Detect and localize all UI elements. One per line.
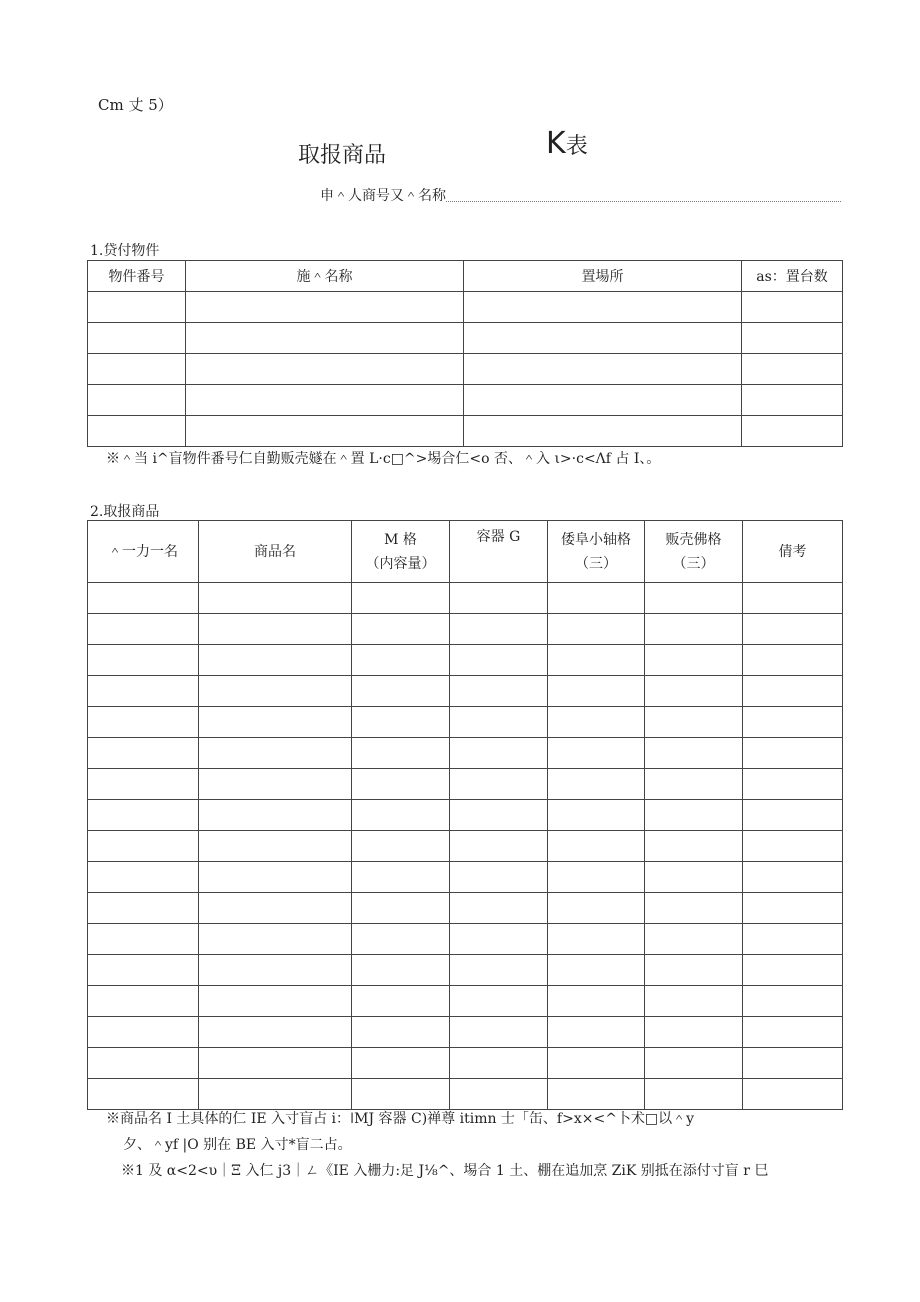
table-cell[interactable] — [743, 1017, 843, 1048]
page-title-suffix — [546, 126, 588, 161]
table-cell[interactable] — [88, 583, 199, 614]
table-cell[interactable] — [186, 292, 464, 323]
table-cell[interactable] — [88, 416, 186, 447]
section1-note: ※＾当 i^盲物件番号仁自勤贩壳嬘在＾置 L·c□^>埸合仁<o 否、＾入 ι>·c<Λf 占 I、。 — [106, 451, 661, 467]
table-cell[interactable] — [742, 385, 843, 416]
table-cell[interactable] — [450, 1017, 548, 1048]
header-subline: （内容量） — [365, 555, 436, 572]
table-cell[interactable] — [548, 924, 645, 955]
table-cell[interactable] — [186, 385, 464, 416]
table-cell[interactable] — [548, 645, 645, 676]
table-cell[interactable] — [743, 831, 843, 862]
table-row — [88, 676, 843, 707]
table-row — [88, 955, 843, 986]
table-cell[interactable] — [199, 707, 352, 738]
table-cell[interactable] — [548, 862, 645, 893]
table-cell[interactable] — [450, 924, 548, 955]
title-k-suffix: 表 — [565, 134, 588, 159]
table-cell[interactable] — [450, 986, 548, 1017]
table-cell[interactable] — [352, 831, 450, 862]
table-cell[interactable] — [352, 986, 450, 1017]
table-cell[interactable] — [352, 769, 450, 800]
header-subline: （三） — [672, 555, 715, 572]
table-cell[interactable] — [352, 583, 450, 614]
table-cell[interactable] — [450, 1048, 548, 1079]
table-cell[interactable] — [743, 738, 843, 769]
table-cell[interactable] — [743, 1079, 843, 1110]
table-cell[interactable] — [88, 1017, 199, 1048]
column-header: 置場所 — [464, 261, 742, 292]
table-cell[interactable] — [645, 1017, 743, 1048]
table-cell[interactable] — [645, 583, 743, 614]
section2-note-line1: ※商品名 I 土具体的仁 IE 入寸盲占 i：ǀMJ 容器 C)禅尊 itimn 士「缶、f>x×<^卜术□以＾y — [106, 1111, 695, 1127]
table-row — [88, 292, 843, 323]
column-header — [743, 521, 843, 583]
table-cell[interactable] — [464, 323, 742, 354]
table-cell[interactable] — [450, 738, 548, 769]
column-header: 施＾名称 — [186, 261, 464, 292]
header-line: M 格 — [384, 531, 417, 548]
table-cell[interactable] — [450, 800, 548, 831]
table-cell[interactable] — [548, 1079, 645, 1110]
table-cell[interactable] — [199, 955, 352, 986]
table-cell[interactable] — [548, 676, 645, 707]
section2-note-line2: 夕、＾yf |O 别在 BE 入寸*盲二占。 — [123, 1137, 352, 1153]
table-row — [88, 583, 843, 614]
table-cell[interactable] — [743, 614, 843, 645]
table-cell[interactable] — [645, 738, 743, 769]
table-cell[interactable] — [199, 769, 352, 800]
table-cell[interactable] — [352, 1017, 450, 1048]
table-row — [88, 645, 843, 676]
table-cell[interactable] — [548, 738, 645, 769]
table-cell[interactable] — [548, 769, 645, 800]
table-cell[interactable] — [199, 862, 352, 893]
table-cell[interactable] — [743, 583, 843, 614]
table-row — [88, 323, 843, 354]
table-cell[interactable] — [645, 800, 743, 831]
table-cell[interactable] — [450, 676, 548, 707]
table-cell[interactable] — [450, 831, 548, 862]
table-cell[interactable] — [199, 1048, 352, 1079]
table-row — [88, 354, 843, 385]
table-cell[interactable] — [199, 583, 352, 614]
table-cell[interactable] — [199, 986, 352, 1017]
table-row — [88, 986, 843, 1017]
table-cell[interactable] — [743, 676, 843, 707]
rental-items-table — [87, 260, 843, 447]
table-cell[interactable] — [450, 583, 548, 614]
table-cell[interactable] — [352, 614, 450, 645]
table-cell[interactable] — [548, 707, 645, 738]
column-header — [645, 521, 743, 583]
table-cell[interactable] — [645, 986, 743, 1017]
table-cell[interactable] — [199, 676, 352, 707]
table-cell[interactable] — [450, 707, 548, 738]
table-row — [88, 614, 843, 645]
table-cell[interactable] — [88, 831, 199, 862]
table-row — [88, 862, 843, 893]
products-table — [87, 520, 843, 1110]
table-cell[interactable] — [548, 893, 645, 924]
table-cell[interactable] — [199, 924, 352, 955]
table-cell[interactable] — [645, 831, 743, 862]
table-cell[interactable] — [88, 769, 199, 800]
table-cell[interactable] — [645, 1079, 743, 1110]
table-cell[interactable] — [743, 645, 843, 676]
table-cell[interactable] — [199, 645, 352, 676]
column-header: as：置台数 — [742, 261, 843, 292]
header-line: 贩壳佛格 — [665, 531, 722, 548]
table-cell[interactable] — [186, 354, 464, 385]
table-cell[interactable] — [199, 800, 352, 831]
table-cell[interactable] — [743, 862, 843, 893]
table-cell[interactable] — [464, 292, 742, 323]
table-cell[interactable] — [548, 614, 645, 645]
table-cell[interactable] — [88, 738, 199, 769]
table-cell[interactable] — [352, 707, 450, 738]
column-header: 物件番号 — [88, 261, 186, 292]
table-header-row — [88, 521, 843, 583]
table-cell[interactable] — [88, 676, 199, 707]
table-cell[interactable] — [645, 707, 743, 738]
table-cell[interactable] — [450, 769, 548, 800]
column-header — [548, 521, 645, 583]
table-cell[interactable] — [645, 1048, 743, 1079]
table-cell[interactable] — [645, 862, 743, 893]
table-row — [88, 893, 843, 924]
table-cell[interactable] — [743, 924, 843, 955]
table-cell[interactable] — [88, 385, 186, 416]
table-cell[interactable] — [548, 1017, 645, 1048]
header-line: 容器 G — [476, 529, 521, 545]
page-title: 取报商品 — [298, 143, 387, 168]
table-cell[interactable] — [88, 862, 199, 893]
table-header-row — [88, 261, 843, 292]
table-cell[interactable] — [645, 924, 743, 955]
column-header — [199, 521, 352, 583]
header-subline: （三） — [575, 555, 617, 572]
table-row — [88, 1048, 843, 1079]
header-line: 倩考 — [778, 543, 807, 560]
table-cell[interactable] — [88, 986, 199, 1017]
table-row — [88, 416, 843, 447]
table-cell[interactable] — [450, 614, 548, 645]
table-row — [88, 800, 843, 831]
table-cell[interactable] — [645, 676, 743, 707]
table-cell[interactable] — [88, 924, 199, 955]
header-line: 商品名 — [254, 543, 296, 560]
table-cell[interactable] — [88, 292, 186, 323]
table-cell[interactable] — [199, 831, 352, 862]
table-cell[interactable] — [548, 1048, 645, 1079]
table-cell[interactable] — [743, 1048, 843, 1079]
applicant-field[interactable] — [446, 201, 841, 202]
table-cell[interactable] — [450, 1079, 548, 1110]
table-cell[interactable] — [88, 1079, 199, 1110]
table-cell[interactable] — [352, 924, 450, 955]
title-k-letter: K — [546, 126, 566, 161]
table-cell[interactable] — [88, 614, 199, 645]
table-row — [88, 1079, 843, 1110]
table-cell[interactable] — [352, 1048, 450, 1079]
table-cell[interactable] — [742, 323, 843, 354]
table-cell[interactable] — [645, 955, 743, 986]
table-cell[interactable] — [352, 738, 450, 769]
table-cell[interactable] — [548, 955, 645, 986]
table-cell[interactable] — [352, 1079, 450, 1110]
table-cell[interactable] — [88, 354, 186, 385]
table-cell[interactable] — [743, 707, 843, 738]
section2-note-line3: ※1 及 α<2<υ｜Ξ 入仁 j3｜ㄥ《IE 入栅力:足 J⅛^、埸合 1 土、棚在追加烹 ZiK 别抵在添付寸盲 r 巳 — [121, 1163, 769, 1179]
table-cell[interactable] — [743, 955, 843, 986]
header-line: 倭阜小轴格 — [561, 531, 631, 548]
table-cell[interactable] — [199, 1079, 352, 1110]
table-cell[interactable] — [645, 893, 743, 924]
table-cell[interactable] — [450, 893, 548, 924]
table-cell[interactable] — [742, 416, 843, 447]
table-cell[interactable] — [88, 323, 186, 354]
table-cell[interactable] — [645, 614, 743, 645]
table-cell[interactable] — [548, 800, 645, 831]
table-cell[interactable] — [199, 614, 352, 645]
table-cell[interactable] — [186, 416, 464, 447]
table-cell[interactable] — [88, 1048, 199, 1079]
table-cell[interactable] — [352, 893, 450, 924]
column-header — [352, 521, 450, 583]
table-cell[interactable] — [352, 955, 450, 986]
table-row — [88, 385, 843, 416]
table-cell[interactable] — [352, 676, 450, 707]
table-cell[interactable] — [743, 893, 843, 924]
table-row — [88, 831, 843, 862]
header-line: ＾一力一名 — [108, 543, 178, 560]
table-cell[interactable] — [88, 707, 199, 738]
table-cell[interactable] — [352, 862, 450, 893]
table-cell[interactable] — [464, 416, 742, 447]
table-cell[interactable] — [199, 738, 352, 769]
column-header — [450, 521, 548, 583]
table-cell[interactable] — [88, 893, 199, 924]
section2-heading: 2.取报商品 — [90, 504, 160, 520]
table-cell[interactable] — [186, 323, 464, 354]
table-cell[interactable] — [548, 986, 645, 1017]
table-cell[interactable] — [199, 893, 352, 924]
table-cell[interactable] — [742, 292, 843, 323]
table-cell[interactable] — [88, 800, 199, 831]
table-cell[interactable] — [743, 986, 843, 1017]
table-cell[interactable] — [464, 354, 742, 385]
section1-heading: 1.贷付物件 — [90, 243, 160, 259]
table-row — [88, 707, 843, 738]
column-header — [88, 521, 199, 583]
table-cell[interactable] — [645, 645, 743, 676]
table-row — [88, 924, 843, 955]
table-cell[interactable] — [743, 769, 843, 800]
table-cell[interactable] — [645, 769, 743, 800]
table-cell[interactable] — [352, 645, 450, 676]
table-cell[interactable] — [88, 955, 199, 986]
table-row — [88, 1017, 843, 1048]
table-cell[interactable] — [450, 955, 548, 986]
table-cell[interactable] — [742, 354, 843, 385]
table-cell[interactable] — [450, 862, 548, 893]
table-cell[interactable] — [352, 800, 450, 831]
table-cell[interactable] — [199, 1017, 352, 1048]
table-cell[interactable] — [548, 831, 645, 862]
table-cell[interactable] — [548, 583, 645, 614]
table-row — [88, 769, 843, 800]
table-row — [88, 738, 843, 769]
table-cell[interactable] — [88, 645, 199, 676]
applicant-label: 申＾人商号又＾名称 — [320, 188, 446, 204]
document-reference: Cm 丈 5） — [98, 96, 173, 114]
table-cell[interactable] — [743, 800, 843, 831]
table-cell[interactable] — [450, 645, 548, 676]
table-cell[interactable] — [464, 385, 742, 416]
